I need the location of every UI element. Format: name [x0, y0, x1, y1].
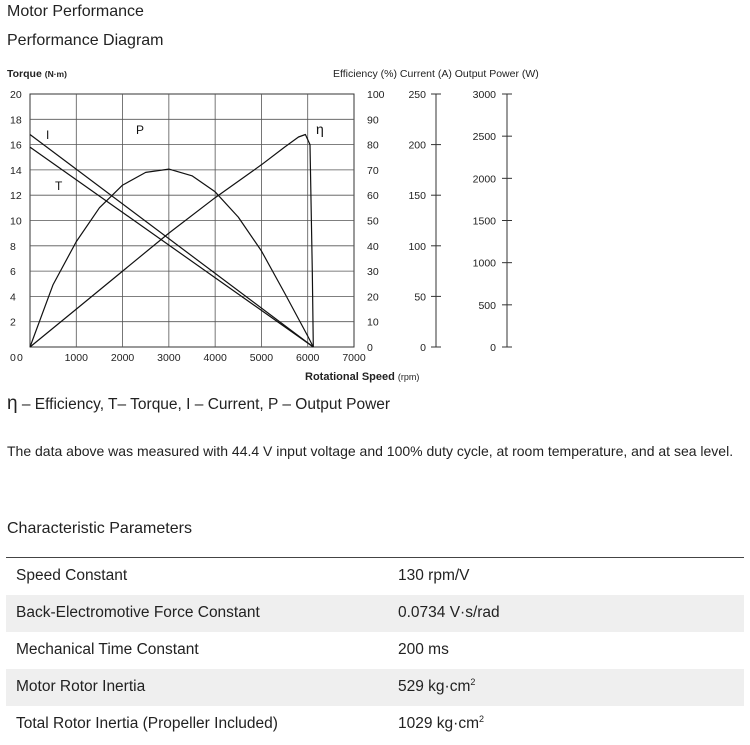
efficiency-tick-label: 70: [367, 164, 379, 177]
efficiency-tick-label: 0: [367, 342, 373, 354]
param-value: 0.0734 V·s/rad: [388, 595, 744, 632]
x-tick-label: 7000: [342, 352, 366, 364]
torque-tick-label: 14: [10, 164, 22, 177]
performance-diagram: [0, 60, 750, 390]
current-tick-label: 200: [408, 139, 426, 152]
param-name: Mechanical Time Constant: [16, 641, 199, 658]
torque-tick-label: 12: [10, 190, 22, 203]
param-value: 529 $kg\cdot cm^2$: [388, 669, 744, 706]
power-tick-label: 2500: [472, 131, 496, 144]
torque-tick-label: 6: [10, 266, 16, 279]
param-name: Motor Rotor Inertia: [6, 669, 388, 706]
series-label-torque: T: [55, 179, 63, 193]
power-tick-label: 1500: [472, 215, 496, 228]
series-label-power: P: [136, 123, 145, 137]
power-tick-label: 0: [490, 342, 496, 354]
torque-tick-label: 4: [10, 291, 16, 304]
x-tick-label: 0: [17, 352, 23, 364]
power-tick-label: 1000: [472, 257, 496, 270]
current-tick-label: 150: [408, 190, 426, 203]
current-tick-label: 50: [414, 291, 426, 304]
efficiency-tick-label: 20: [367, 291, 379, 304]
page-title: Motor Performance: [7, 3, 144, 20]
legend-eta-symbol: η: [7, 393, 18, 414]
measurement-note: The data above was measured with 44.4 V input voltage and 100% duty cycle, at room temperature, and at sea level.: [7, 443, 734, 459]
efficiency-tick-label: 100: [367, 89, 385, 101]
efficiency-tick-label: 40: [367, 240, 379, 253]
x-axis-title: Rotational Speed (rpm): [305, 371, 420, 383]
efficiency-tick-label: 60: [367, 190, 379, 203]
table-row: [6, 669, 744, 706]
x-tick-label: 3000: [157, 352, 181, 364]
param-value: 200 ms: [398, 641, 449, 658]
series-line-power: [30, 169, 313, 347]
table-row: [6, 706, 744, 743]
param-name: Total Rotor Inertia (Propeller Included): [16, 715, 278, 732]
torque-tick-label: 8: [10, 240, 16, 253]
current-tick-label: 250: [408, 89, 426, 101]
chart-legend: [7, 393, 390, 415]
x-tick-label: 5000: [249, 352, 274, 364]
page-subtitle: Performance Diagram: [7, 32, 164, 49]
efficiency-tick-label: 10: [367, 316, 379, 329]
param-value: 1029 $kg\cdot cm^2$: [398, 714, 484, 733]
torque-tick-label: 16: [10, 139, 22, 152]
efficiency-tick-label: 50: [367, 215, 379, 228]
table-row: [6, 558, 744, 595]
section-title: Characteristic Parameters: [7, 520, 192, 537]
torque-tick-label: 20: [10, 89, 22, 101]
parameters-table: [6, 557, 744, 743]
efficiency-tick-label: 90: [367, 114, 379, 127]
efficiency-tick-label: 30: [367, 266, 379, 279]
torque-tick-label: 10: [10, 215, 22, 228]
efficiency-tick-label: 80: [367, 139, 379, 152]
x-tick-label: 1000: [64, 352, 88, 364]
x-tick-label: 6000: [296, 352, 320, 364]
x-tick-label: 2000: [110, 352, 135, 364]
power-tick-label: 3000: [472, 89, 496, 101]
series-line-current: [30, 135, 313, 348]
series-label-efficiency: η: [316, 121, 324, 137]
power-tick-label: 500: [478, 299, 496, 312]
torque-tick-label: 0: [10, 352, 16, 364]
param-name: Speed Constant: [6, 558, 388, 595]
power-tick-label: 2000: [472, 173, 496, 186]
legend-text: – Efficiency, T– Torque, I – Current, P – Output Power: [17, 396, 391, 413]
current-tick-label: 0: [420, 342, 426, 354]
table-row: [6, 632, 744, 669]
right-axes-title: Efficiency (%) Current (A) Output Power (W): [333, 68, 539, 80]
param-value: 130 rpm/V: [388, 558, 744, 595]
series-line-torque: [30, 147, 313, 347]
torque-axis-title: Torque (N·m): [7, 68, 67, 80]
table-row: [6, 595, 744, 632]
x-tick-label: 4000: [203, 352, 227, 364]
torque-tick-label: 18: [10, 114, 22, 127]
current-tick-label: 100: [408, 240, 426, 253]
param-name: Back-Electromotive Force Constant: [6, 595, 388, 632]
series-label-current: I: [46, 128, 50, 142]
torque-tick-label: 2: [10, 316, 16, 329]
